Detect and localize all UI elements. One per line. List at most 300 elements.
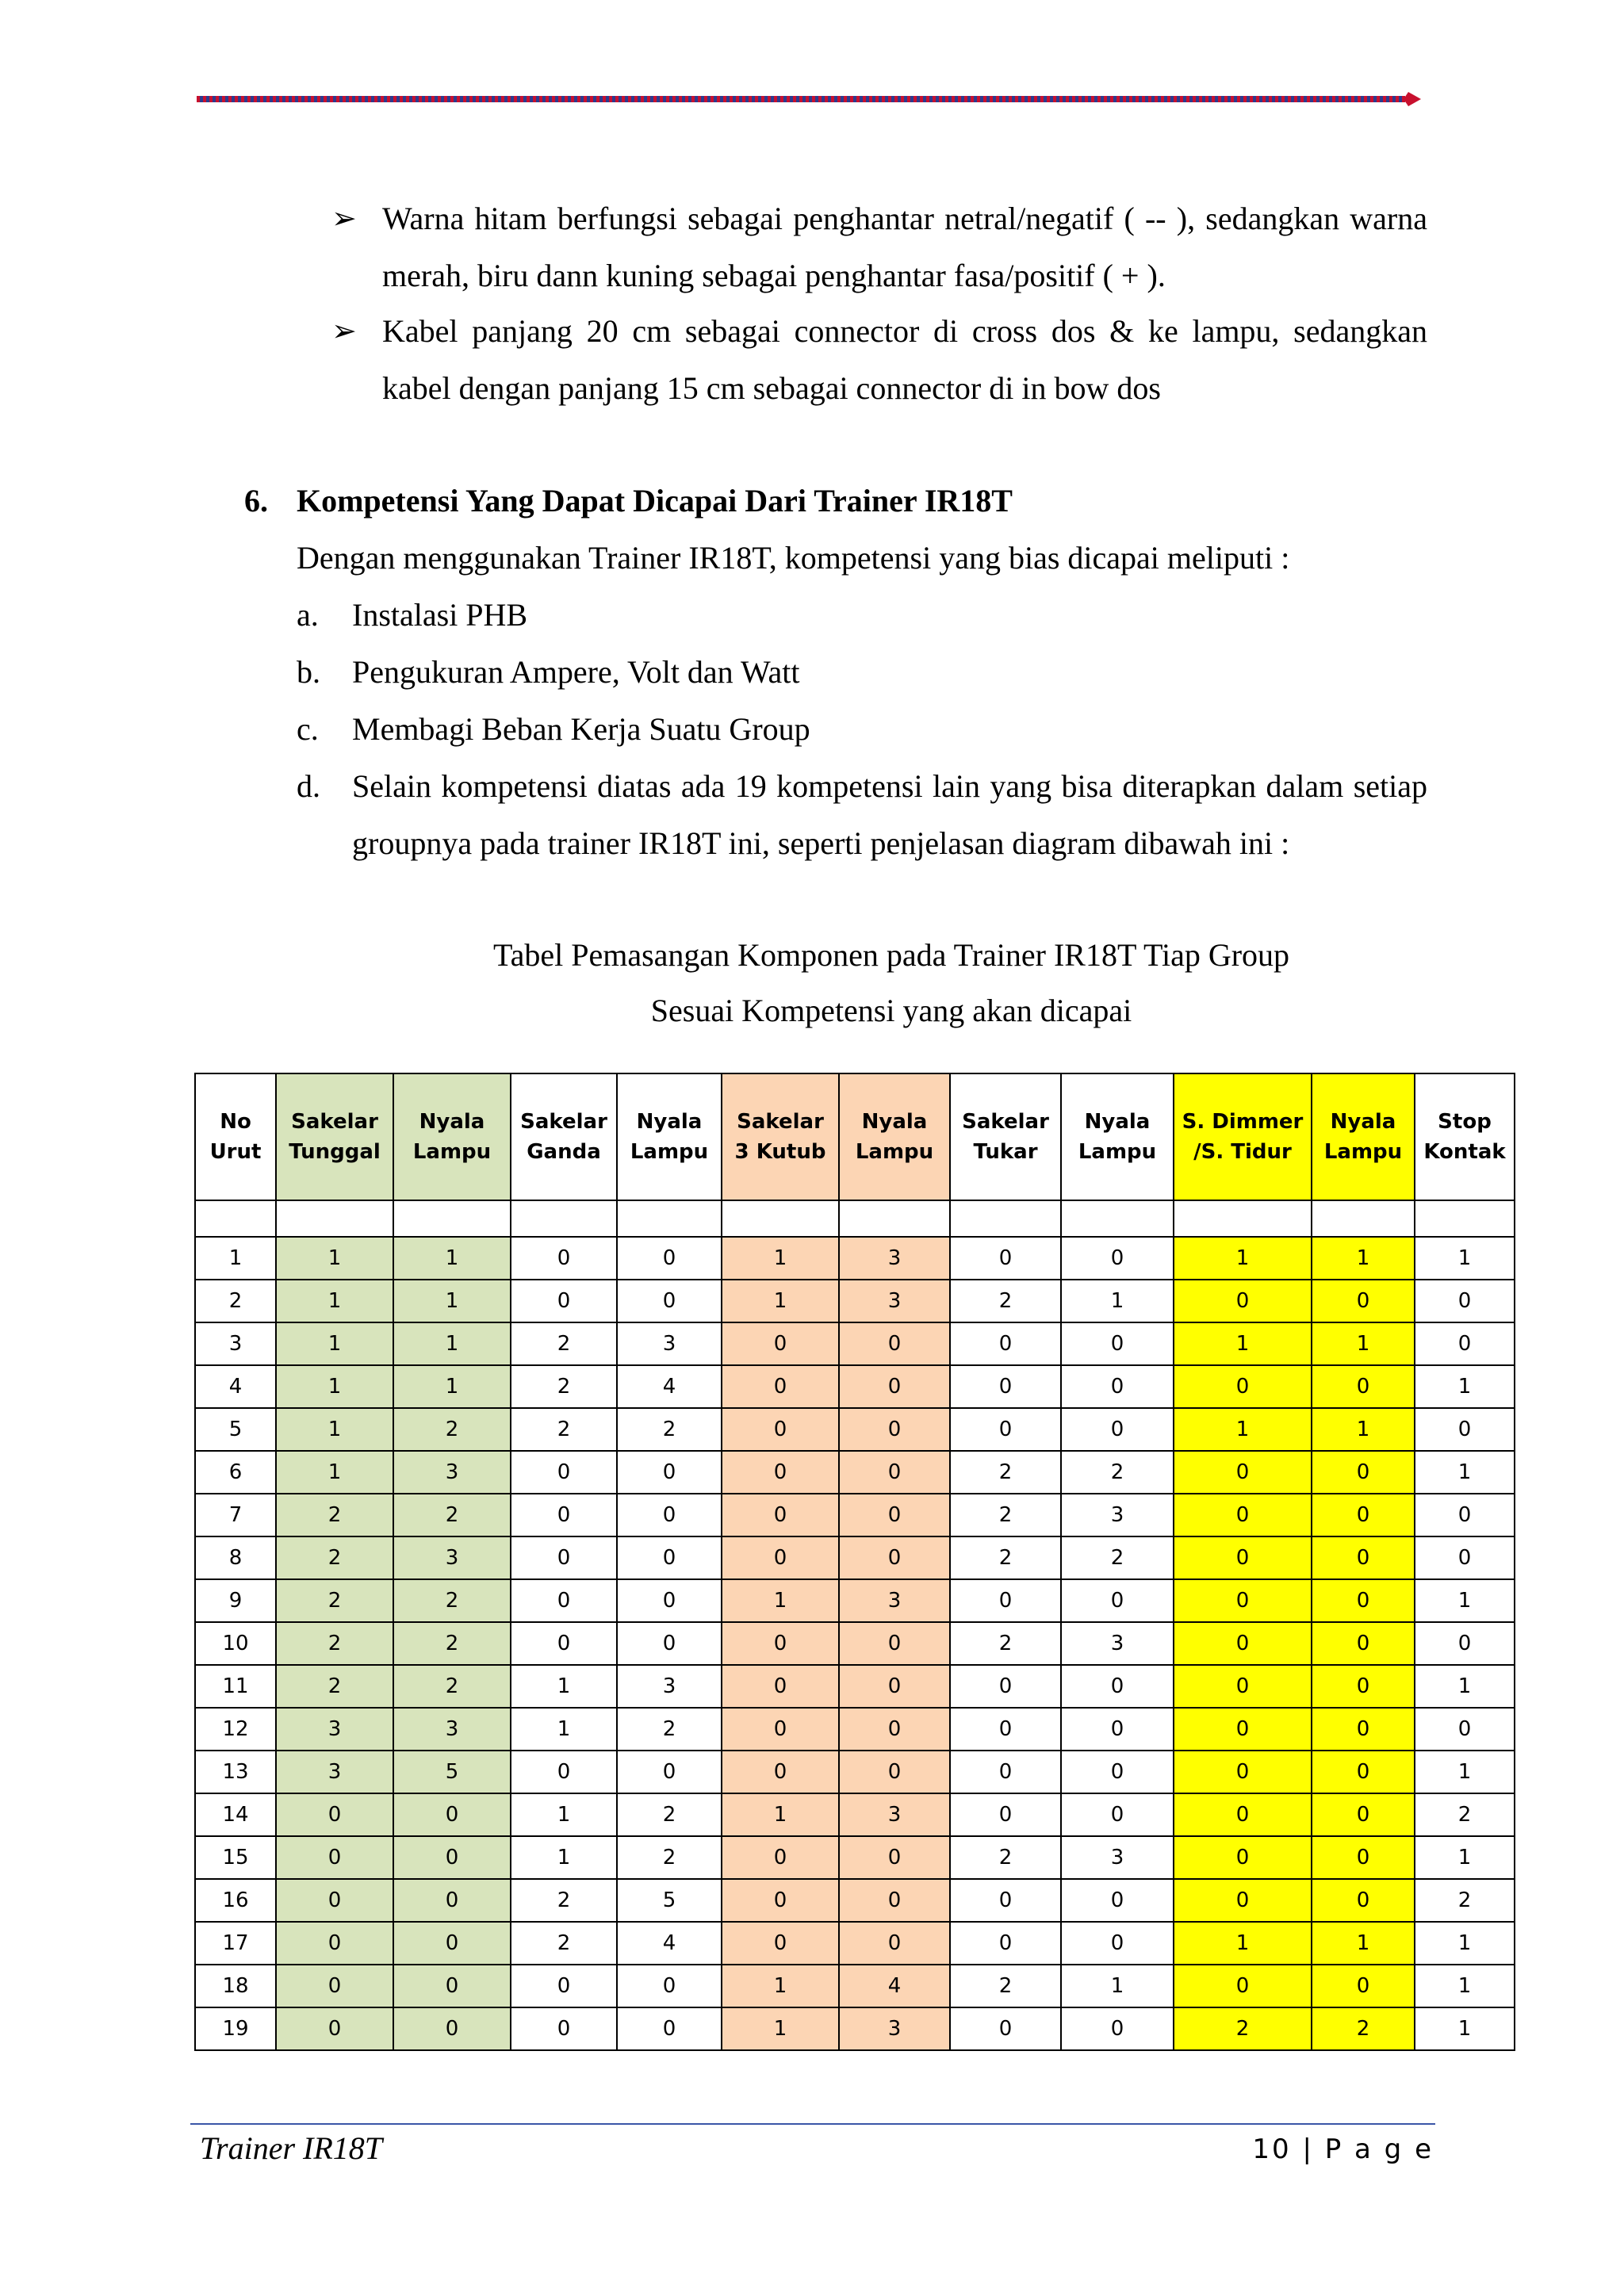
border-stripe	[1316, 96, 1320, 102]
border-stripe	[1002, 96, 1005, 102]
column-header	[722, 1073, 839, 1200]
border-stripe	[209, 96, 213, 102]
border-stripe	[828, 96, 831, 102]
border-stripe	[504, 96, 508, 102]
table-cell: 2	[1174, 2007, 1312, 2050]
table-cell: 0	[839, 1708, 950, 1751]
table-cell: 0	[950, 1793, 1061, 1836]
table-cell: 5	[617, 1879, 722, 1922]
border-stripe	[330, 96, 333, 102]
border-stripe	[580, 96, 584, 102]
table-cell: 1	[1174, 1322, 1312, 1365]
border-stripe	[492, 96, 495, 102]
column-header	[195, 1073, 276, 1200]
border-stripe	[615, 96, 619, 102]
header-decorative-border	[197, 91, 1422, 107]
column-header-line: Lampu	[630, 1140, 709, 1164]
list-marker: b.	[297, 654, 320, 690]
border-stripe	[317, 96, 320, 102]
table-cell: 0	[1061, 2007, 1174, 2050]
border-stripe	[1047, 96, 1050, 102]
border-stripe	[1066, 96, 1069, 102]
border-stripe	[333, 96, 336, 102]
table-cell: 2	[950, 1451, 1061, 1494]
table-cell: 0	[722, 1536, 839, 1579]
border-stripe	[619, 96, 622, 102]
table-row	[195, 1622, 1515, 1665]
border-stripe	[926, 96, 929, 102]
border-stripe	[1072, 96, 1075, 102]
list-marker: d.	[297, 768, 320, 804]
border-stripe	[523, 96, 527, 102]
spacer-cell	[393, 1200, 511, 1237]
table-cell: 0	[511, 1494, 617, 1536]
border-stripe	[1151, 96, 1155, 102]
border-stripe	[358, 96, 362, 102]
border-stripe	[501, 96, 504, 102]
border-stripe	[1288, 96, 1291, 102]
border-stripe	[270, 96, 273, 102]
border-stripe	[419, 96, 422, 102]
border-stripe	[653, 96, 657, 102]
border-stripe	[1078, 96, 1082, 102]
column-header-line: Urut	[209, 1140, 262, 1164]
border-stripe	[311, 96, 314, 102]
column-header-line: Kontak	[1423, 1140, 1506, 1164]
border-stripe	[1116, 96, 1120, 102]
border-stripe	[898, 96, 901, 102]
table-row	[195, 1408, 1515, 1451]
border-stripe	[425, 96, 428, 102]
table-cell: 1	[276, 1237, 393, 1280]
border-stripe	[282, 96, 285, 102]
table-cell: 3	[195, 1322, 276, 1365]
border-stripe	[952, 96, 955, 102]
border-stripe	[555, 96, 558, 102]
table-cell: 1	[1312, 1322, 1415, 1365]
border-stripe	[739, 96, 742, 102]
table-cell: 2	[617, 1708, 722, 1751]
border-stripe	[1329, 96, 1332, 102]
table-cell: 19	[195, 2007, 276, 2050]
table-cell: 2	[511, 1322, 617, 1365]
table-cell: 1	[1312, 1237, 1415, 1280]
border-stripe	[1186, 96, 1189, 102]
border-stripe	[1028, 96, 1031, 102]
border-stripe	[206, 96, 209, 102]
border-stripe	[1373, 96, 1377, 102]
table-cell: 0	[950, 2007, 1061, 2050]
border-stripe	[520, 96, 523, 102]
border-stripe	[777, 96, 780, 102]
table-cell: 0	[1061, 1665, 1174, 1708]
border-stripe	[377, 96, 381, 102]
table-cell: 2	[276, 1494, 393, 1536]
border-stripe	[1012, 96, 1015, 102]
border-stripe	[1075, 96, 1078, 102]
list-marker: c.	[297, 711, 319, 747]
table-cell: 4	[617, 1365, 722, 1408]
table-cell: 0	[950, 1365, 1061, 1408]
list-marker: a.	[297, 597, 319, 633]
border-stripe	[964, 96, 967, 102]
border-stripe	[612, 96, 615, 102]
border-stripe	[983, 96, 986, 102]
column-header-line: S. Dimmer	[1182, 1110, 1304, 1134]
table-cell: 2	[276, 1622, 393, 1665]
column-header-line: Tunggal	[289, 1140, 381, 1164]
border-stripe	[1240, 96, 1243, 102]
footer-rule	[190, 2123, 1435, 2125]
table-cell: 2	[1061, 1451, 1174, 1494]
border-stripe	[688, 96, 691, 102]
table-cell: 2	[950, 1536, 1061, 1579]
table-cell: 0	[1312, 1365, 1415, 1408]
list-item	[297, 701, 1427, 758]
table-cell: 3	[393, 1536, 511, 1579]
border-stripe	[736, 96, 739, 102]
border-stripe	[1132, 96, 1136, 102]
table-cell: 0	[276, 1965, 393, 2007]
table-cell: 3	[276, 1751, 393, 1793]
border-stripe	[254, 96, 257, 102]
border-stripe	[1250, 96, 1253, 102]
table-cell: 1	[1174, 1237, 1312, 1280]
column-header-line: Lampu	[855, 1140, 934, 1164]
table-cell: 0	[511, 1579, 617, 1622]
table-cell: 1	[722, 2007, 839, 2050]
border-stripe	[717, 96, 720, 102]
table-cell: 1	[276, 1322, 393, 1365]
table-cell: 0	[1415, 1322, 1515, 1365]
table-cell: 1	[511, 1665, 617, 1708]
border-stripe	[263, 96, 266, 102]
table-cell: 0	[393, 1965, 511, 2007]
border-stripe	[225, 96, 228, 102]
table-cell: 1	[722, 1579, 839, 1622]
border-stripe	[669, 96, 672, 102]
table-cell: 0	[722, 1322, 839, 1365]
table-row	[195, 1965, 1515, 2007]
border-stripe	[406, 96, 409, 102]
border-stripe	[882, 96, 885, 102]
bullet-item	[331, 190, 1427, 304]
table-cell: 16	[195, 1879, 276, 1922]
table-cell: 0	[393, 1836, 511, 1879]
list-item	[297, 644, 1427, 701]
border-stripe	[745, 96, 749, 102]
border-stripe	[1339, 96, 1342, 102]
list-item	[297, 587, 1427, 644]
table-cell: 0	[839, 1836, 950, 1879]
table-cell: 3	[839, 2007, 950, 2050]
border-stripe	[222, 96, 225, 102]
border-stripe	[980, 96, 983, 102]
table-cell: 2	[276, 1665, 393, 1708]
border-stripe	[352, 96, 355, 102]
border-stripe	[1358, 96, 1361, 102]
table-cell: 0	[617, 1536, 722, 1579]
border-stripe	[324, 96, 327, 102]
border-stripe	[327, 96, 330, 102]
table-cell: 0	[1061, 1922, 1174, 1965]
table-cell: 0	[950, 1708, 1061, 1751]
table-cell: 2	[511, 1365, 617, 1408]
table-cell: 0	[839, 1751, 950, 1793]
border-stripe	[574, 96, 577, 102]
table-cell: 1	[1415, 1965, 1515, 2007]
border-stripe	[1059, 96, 1063, 102]
border-stripe	[450, 96, 454, 102]
border-stripe	[473, 96, 476, 102]
table-cell: 0	[722, 1665, 839, 1708]
border-stripe	[460, 96, 463, 102]
border-stripe	[393, 96, 396, 102]
border-stripe	[875, 96, 879, 102]
column-header-line: Lampu	[1078, 1140, 1157, 1164]
border-stripe	[1224, 96, 1228, 102]
table-cell: 0	[1061, 1322, 1174, 1365]
table-cell: 0	[1174, 1365, 1312, 1408]
column-header-line: Sakelar	[291, 1110, 378, 1134]
table-cell: 0	[1415, 1708, 1515, 1751]
table-row	[195, 1237, 1515, 1280]
border-stripe	[894, 96, 898, 102]
table-cell: 0	[1312, 1494, 1415, 1536]
table-cell: 0	[1061, 1879, 1174, 1922]
table-cell: 0	[1415, 1494, 1515, 1536]
border-stripe	[1202, 96, 1205, 102]
border-stripe	[1053, 96, 1056, 102]
table-cell: 1	[1061, 1965, 1174, 2007]
border-stripe	[1199, 96, 1202, 102]
border-stripe	[796, 96, 799, 102]
border-stripe	[403, 96, 406, 102]
border-stripe	[339, 96, 343, 102]
column-header	[276, 1073, 393, 1200]
border-stripe	[695, 96, 698, 102]
border-stripe	[533, 96, 536, 102]
border-stripe	[1272, 96, 1275, 102]
border-stripe	[1088, 96, 1091, 102]
border-stripe	[400, 96, 403, 102]
border-stripe	[228, 96, 232, 102]
border-stripe	[1335, 96, 1339, 102]
spacer-cell	[722, 1200, 839, 1237]
table-cell: 0	[1312, 1751, 1415, 1793]
border-stripe	[1285, 96, 1288, 102]
table-cell: 12	[195, 1708, 276, 1751]
border-stripe	[1370, 96, 1373, 102]
border-stripe	[1259, 96, 1262, 102]
table-cell: 0	[1174, 1494, 1312, 1536]
border-stripe	[289, 96, 292, 102]
border-stripe	[216, 96, 219, 102]
border-stripe	[799, 96, 802, 102]
border-stripe	[396, 96, 400, 102]
border-stripe	[1174, 96, 1177, 102]
table-cell: 4	[617, 1922, 722, 1965]
border-stripe	[558, 96, 561, 102]
border-stripe	[863, 96, 866, 102]
table-cell: 0	[950, 1237, 1061, 1280]
table-cell: 0	[950, 1579, 1061, 1622]
table-row	[195, 1793, 1515, 1836]
border-stripe	[292, 96, 295, 102]
border-stripe	[197, 96, 200, 102]
border-stripe	[650, 96, 653, 102]
border-stripe	[606, 96, 609, 102]
border-stripe	[698, 96, 701, 102]
border-stripe	[942, 96, 945, 102]
border-stripe	[809, 96, 812, 102]
border-stripe	[1129, 96, 1132, 102]
border-stripe	[1326, 96, 1329, 102]
border-stripe	[257, 96, 260, 102]
table-cell: 2	[1061, 1536, 1174, 1579]
border-stripe	[1113, 96, 1116, 102]
border-stripe	[238, 96, 241, 102]
table-cell: 0	[511, 1237, 617, 1280]
table-cell: 0	[276, 2007, 393, 2050]
table-cell: 0	[1174, 1708, 1312, 1751]
table-cell: 0	[617, 1622, 722, 1665]
table-cell: 1	[276, 1280, 393, 1322]
border-stripe	[603, 96, 606, 102]
border-stripe	[1380, 96, 1383, 102]
table-caption-line1: Tabel Pemasangan Komponen pada Trainer IR18T Tiap Group	[492, 937, 1290, 973]
border-stripe	[435, 96, 438, 102]
border-stripe	[235, 96, 238, 102]
border-stripe	[1034, 96, 1037, 102]
border-stripe	[961, 96, 964, 102]
table-cell: 0	[1174, 1536, 1312, 1579]
table-row	[195, 1665, 1515, 1708]
spacer-cell	[1174, 1200, 1312, 1237]
table-cell: 2	[511, 1922, 617, 1965]
border-stripe	[879, 96, 882, 102]
table-cell: 0	[722, 1408, 839, 1451]
border-stripe	[1275, 96, 1278, 102]
table-cell: 0	[1174, 1793, 1312, 1836]
table-cell: 0	[1174, 1751, 1312, 1793]
border-stripe	[929, 96, 933, 102]
table-cell: 0	[950, 1322, 1061, 1365]
table-cell: 0	[1061, 1408, 1174, 1451]
border-stripe	[412, 96, 416, 102]
table-cell: 0	[1174, 1665, 1312, 1708]
border-stripe	[1399, 96, 1402, 102]
table-cell: 0	[276, 1922, 393, 1965]
border-stripe	[1189, 96, 1193, 102]
border-stripe	[850, 96, 853, 102]
border-stripe	[869, 96, 872, 102]
border-stripe	[1367, 96, 1370, 102]
border-stripe	[390, 96, 393, 102]
spacer-cell	[950, 1200, 1061, 1237]
spacer-cell	[617, 1200, 722, 1237]
table-row	[195, 1922, 1515, 1965]
border-stripe	[546, 96, 549, 102]
table-cell: 14	[195, 1793, 276, 1836]
border-stripe	[609, 96, 612, 102]
border-stripe	[790, 96, 793, 102]
table-cell: 1	[1174, 1922, 1312, 1965]
border-stripe	[939, 96, 942, 102]
table-row	[195, 1365, 1515, 1408]
border-stripe	[1208, 96, 1212, 102]
border-stripe	[279, 96, 282, 102]
table-row	[195, 1322, 1515, 1365]
border-stripe	[428, 96, 431, 102]
border-stripe	[1253, 96, 1256, 102]
border-stripe	[552, 96, 555, 102]
border-stripe	[818, 96, 822, 102]
border-stripe	[774, 96, 777, 102]
border-stripe	[1056, 96, 1059, 102]
border-stripe	[542, 96, 546, 102]
spacer-cell	[195, 1200, 276, 1237]
list-text: Membagi Beban Kerja Suatu Group	[352, 711, 810, 747]
border-stripe	[780, 96, 783, 102]
border-stripe	[266, 96, 270, 102]
border-stripe	[625, 96, 628, 102]
table-row	[195, 1280, 1515, 1322]
border-stripe	[920, 96, 923, 102]
table-cell: 0	[617, 1579, 722, 1622]
column-header-line: Sakelar	[962, 1110, 1049, 1134]
border-stripe	[866, 96, 869, 102]
border-stripe	[971, 96, 974, 102]
border-stripe	[1018, 96, 1021, 102]
border-stripe	[1101, 96, 1104, 102]
border-stripe	[469, 96, 473, 102]
border-stripe	[1104, 96, 1107, 102]
border-stripe	[948, 96, 952, 102]
table-cell: 0	[1061, 1579, 1174, 1622]
list-text: Pengukuran Ampere, Volt dan Watt	[352, 654, 800, 690]
border-stripe	[1193, 96, 1196, 102]
border-stripe	[463, 96, 466, 102]
table-cell: 0	[1061, 1237, 1174, 1280]
border-stripe	[672, 96, 676, 102]
border-stripe	[1212, 96, 1215, 102]
table-cell: 0	[1312, 1536, 1415, 1579]
border-stripe	[710, 96, 714, 102]
border-stripe	[812, 96, 815, 102]
border-stripe	[203, 96, 206, 102]
border-stripe	[476, 96, 479, 102]
column-header	[1061, 1073, 1174, 1200]
border-stripe	[1221, 96, 1224, 102]
border-stripe	[904, 96, 907, 102]
table-cell: 1	[393, 1322, 511, 1365]
list-text: Instalasi PHB	[352, 597, 528, 633]
table-cell: 7	[195, 1494, 276, 1536]
border-stripe	[530, 96, 533, 102]
border-stripe	[1231, 96, 1234, 102]
table-cell: 1	[1415, 1579, 1515, 1622]
border-stripe	[539, 96, 542, 102]
border-stripe	[241, 96, 244, 102]
border-stripe	[371, 96, 374, 102]
border-stripe	[1389, 96, 1392, 102]
table-cell: 2	[276, 1579, 393, 1622]
border-stripe	[663, 96, 666, 102]
border-stripe	[1342, 96, 1345, 102]
border-stripe	[726, 96, 730, 102]
border-stripe	[806, 96, 809, 102]
